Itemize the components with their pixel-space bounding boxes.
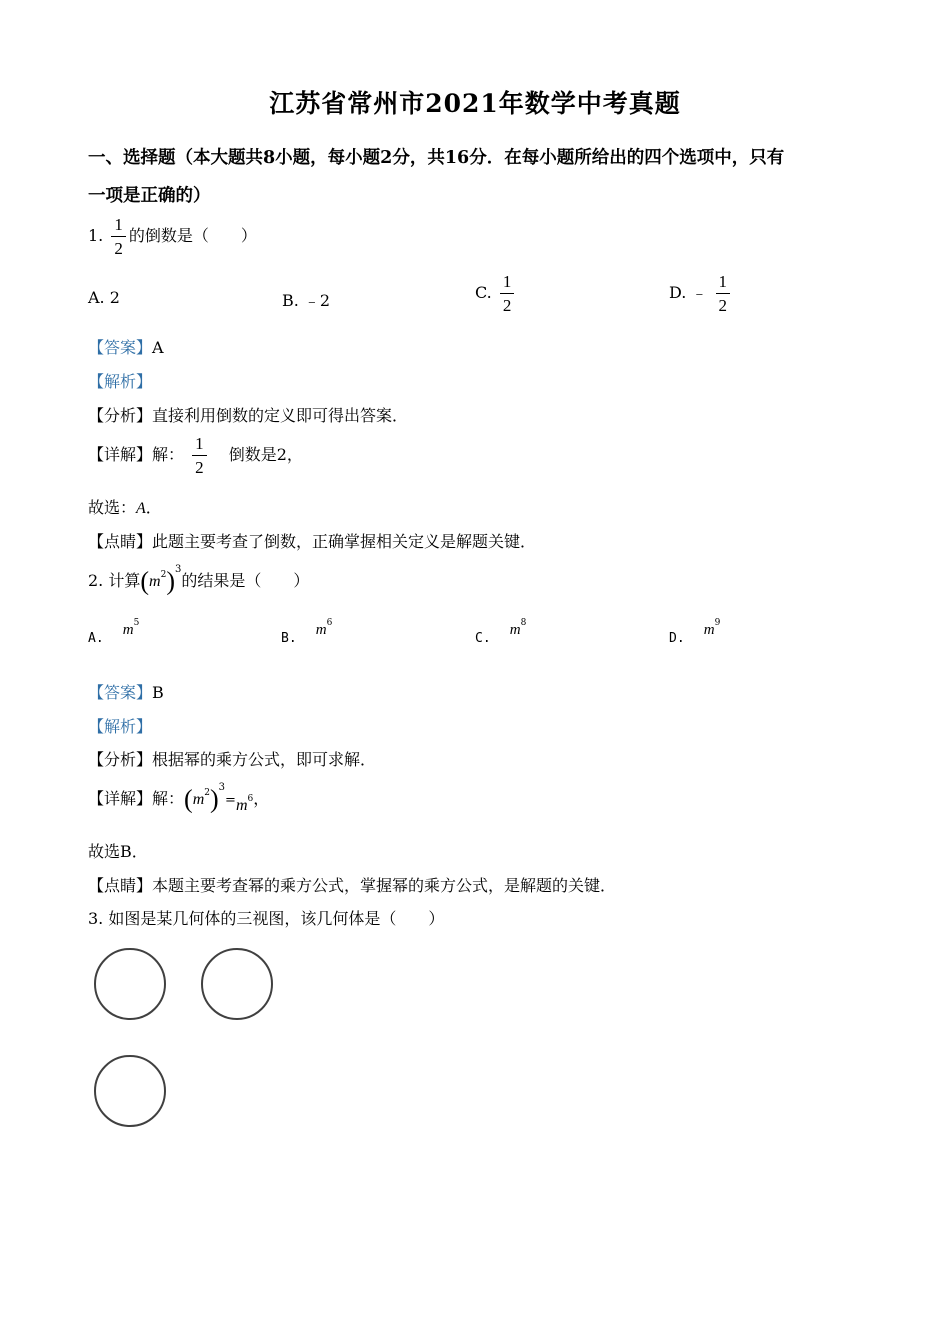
q1-option-c-label: C.: [475, 283, 492, 302]
inner-exponent: 2: [204, 788, 210, 798]
answer-value: A: [152, 338, 164, 357]
fraction-denominator: 2: [114, 239, 123, 258]
q2-analysis-tag: 【解析】: [88, 717, 153, 736]
option-label: A.: [88, 631, 104, 646]
option-label: B.: [281, 631, 297, 646]
q1-analysis: 【分析】直接利用倒数的定义即可得出答案．: [88, 406, 409, 425]
question-2: [88, 564, 309, 597]
fraction-denominator: 2: [502, 296, 512, 315]
q1-choose: [88, 495, 162, 518]
choose-suffix: ．: [145, 498, 162, 517]
q2-analysis: 【分析】根据幂的乘方公式，即可求解．: [88, 750, 377, 769]
fraction-numerator: 1: [500, 273, 515, 294]
result-exponent: 6: [247, 794, 254, 804]
question-1-number: 1.: [88, 226, 104, 245]
q1-option-d-fraction: [716, 273, 731, 314]
fraction-one-half: [111, 216, 126, 257]
detail-end: ，: [253, 789, 270, 808]
q1-option-c: [475, 273, 517, 314]
q1-comment: 【点睛】此题主要考查了倒数，正确掌握相关定义是解题关键．: [88, 532, 537, 551]
question-2-stem: 的结果是（ ）: [181, 571, 310, 590]
question-2-number: 2. 计算: [88, 571, 141, 590]
q1-option-d: [669, 273, 733, 314]
q1-option-b: B. ﹣2: [282, 291, 331, 310]
q2-option-c: [475, 618, 527, 647]
q2-option-a: [88, 618, 140, 647]
question-1: [88, 216, 257, 257]
q2-option-b: [281, 618, 333, 647]
q2-option-d: [669, 618, 721, 647]
paren-close: ): [166, 566, 175, 596]
q1-analysis-tag: 【解析】: [88, 372, 153, 391]
inner-exponent: 2: [160, 570, 167, 580]
question-3: 3. 如图是某几何体的三视图，该几何体是（ ）: [88, 909, 445, 928]
outer-exponent: 3: [218, 782, 226, 793]
option-label: D.: [669, 631, 685, 646]
q1-answer: [88, 335, 164, 358]
option-label: C.: [475, 631, 491, 646]
top-view-circle: [94, 1055, 166, 1127]
answer-value: B: [152, 683, 164, 702]
detail-label: 【详解】解：: [88, 445, 185, 464]
paren-close: ): [209, 784, 219, 814]
fraction-denominator: 2: [718, 296, 728, 315]
equals-sign: =: [225, 793, 236, 808]
q2-choose: 故选B．: [88, 842, 148, 861]
fraction-denominator: 2: [195, 458, 204, 477]
power-base: m: [192, 791, 205, 808]
q1-option-c-fraction: [500, 273, 515, 314]
front-view-circle: [94, 948, 166, 1020]
question-1-stem: 的倒数是（ ）: [128, 226, 257, 245]
detail-text: 倒数是2，: [228, 445, 303, 464]
option-base: m: [315, 622, 327, 638]
page-title: 江苏省常州市2021年数学中考真题: [269, 89, 681, 118]
section-heading-line2: 一项是正确的）: [88, 186, 211, 206]
fraction-numerator: 1: [111, 216, 126, 237]
option-exponent: 6: [326, 618, 333, 628]
fraction-numerator: 1: [716, 273, 731, 294]
q2-comment: 【点睛】本题主要考查幂的乘方公式，掌握幂的乘方公式，是解题的关键．: [88, 876, 617, 895]
option-base: m: [703, 622, 715, 638]
q2-answer: [88, 680, 164, 703]
option-base: m: [122, 622, 134, 638]
q1-option-a: A. 2: [88, 288, 120, 307]
option-exponent: 8: [520, 618, 527, 628]
result-base: m: [235, 797, 248, 814]
detail-fraction: [192, 435, 207, 476]
q1-option-d-label: D. ﹣: [669, 283, 708, 302]
q1-detail: [88, 435, 303, 476]
option-exponent: 9: [714, 618, 721, 628]
answer-tag: 【答案】: [88, 683, 153, 702]
option-base: m: [509, 622, 521, 638]
outer-exponent: 3: [175, 564, 182, 575]
choose-prefix: 故选：: [88, 498, 137, 517]
q2-detail: [88, 782, 269, 815]
power-base: m: [149, 573, 161, 590]
choose-letter: A: [136, 500, 146, 517]
fraction-numerator: 1: [192, 435, 207, 456]
paren-open: (: [184, 784, 193, 814]
option-exponent: 5: [133, 618, 140, 628]
answer-tag: 【答案】: [88, 338, 153, 357]
section-heading-line1: 一、选择题（本大题共8小题，每小题2分，共16分．在每小题所给出的四个选项中，只有: [88, 148, 785, 168]
side-view-circle: [201, 948, 273, 1020]
paren-open: (: [140, 566, 150, 596]
detail-label: 【详解】解：: [88, 789, 185, 808]
